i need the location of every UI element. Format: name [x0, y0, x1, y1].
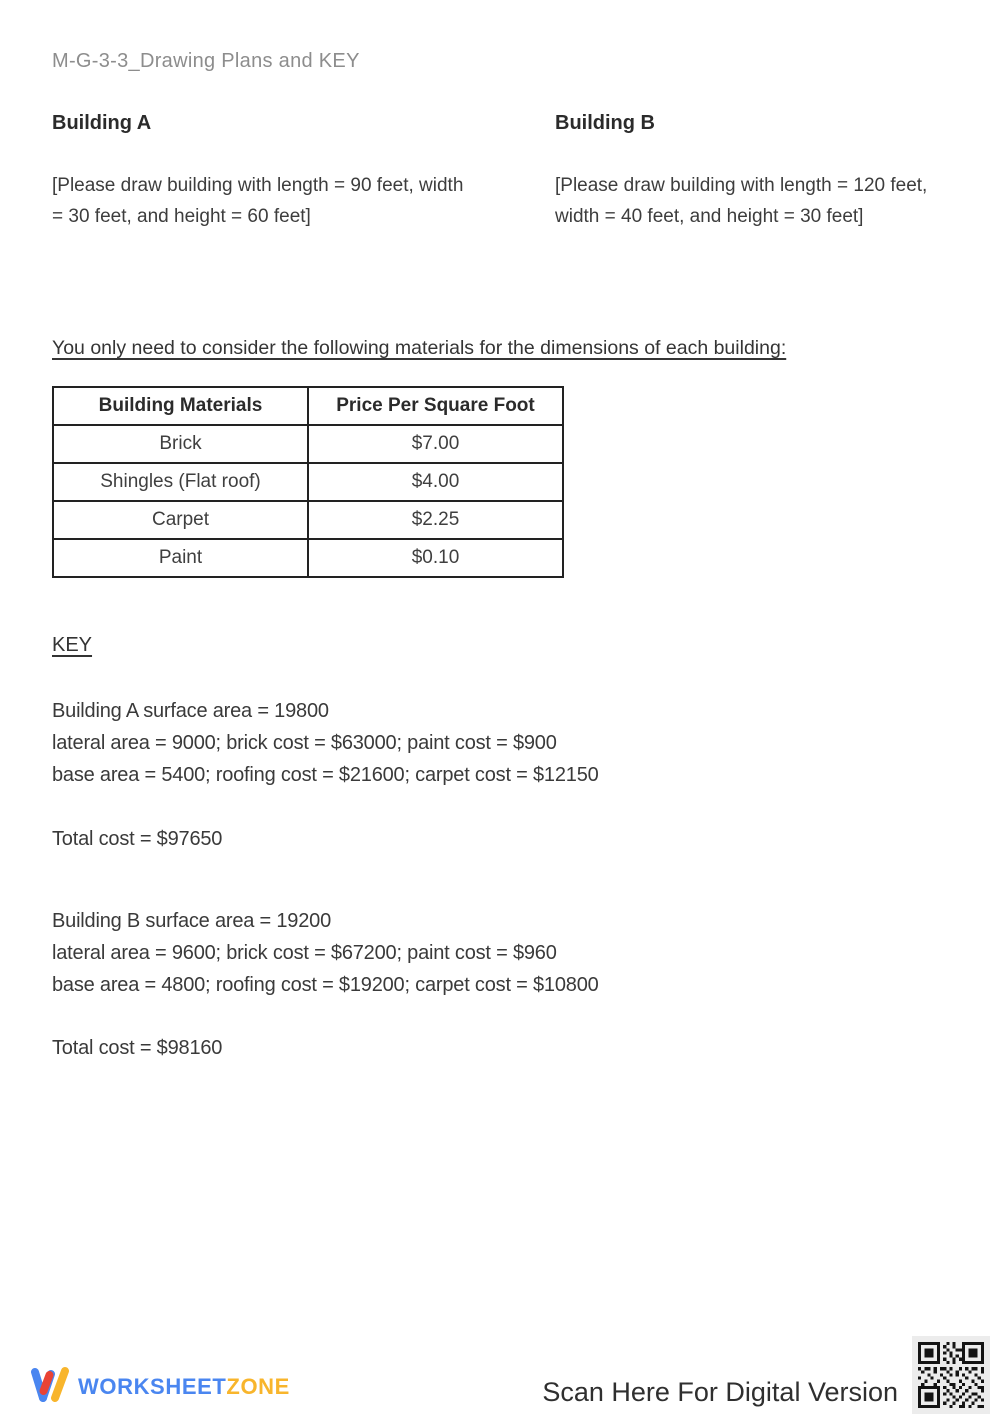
worksheet-zone-brand [28, 1362, 290, 1411]
brand-worksheet-text: WORKSHEET [78, 1373, 227, 1399]
building-b-instruction: [Please draw building with length = 120 feet, width = 40 feet, and height = 30 feet] [555, 175, 928, 227]
material-price: $4.00 [308, 463, 563, 501]
building-a-total-cost: Total cost = $97650 [52, 828, 223, 850]
table-header-row [53, 387, 563, 425]
key-heading: KEY [52, 634, 93, 656]
building-a-instruction: [Please draw building with length = 90 feet, width = 30 feet, and height = 60 feet] [52, 175, 464, 227]
material-price: $7.00 [308, 425, 563, 463]
building-b-section [555, 112, 948, 232]
material-name: Paint [53, 539, 308, 577]
table-row [53, 539, 563, 577]
document-title: M-G-3-3_Drawing Plans and KEY [52, 50, 360, 72]
building-b-base-costs: base area = 4800; roofing cost = $19200; carpet cost = $10800 [52, 974, 599, 996]
table-row [53, 501, 563, 539]
material-name: Carpet [53, 501, 308, 539]
column-header-materials: Building Materials [53, 387, 308, 425]
page-footer [28, 1336, 990, 1414]
materials-note: You only need to consider the following materials for the dimensions of each building: [52, 337, 787, 359]
key-building-a [52, 695, 948, 791]
building-a-base-costs: base area = 5400; roofing cost = $21600; carpet cost = $12150 [52, 764, 599, 786]
building-a-heading: Building A [52, 112, 152, 134]
building-a-section [52, 112, 555, 232]
material-name: Brick [53, 425, 308, 463]
column-header-price: Price Per Square Foot [308, 387, 563, 425]
building-b-surface-area: Building B surface area = 19200 [52, 910, 331, 932]
qr-code-icon [912, 1336, 990, 1414]
table-row [53, 425, 563, 463]
building-a-surface-area: Building A surface area = 19800 [52, 700, 329, 722]
brand-zone-text: ZONE [226, 1373, 290, 1399]
building-b-total-cost: Total cost = $98160 [52, 1037, 223, 1059]
building-b-lateral-costs: lateral area = 9600; brick cost = $67200; paint cost = $960 [52, 942, 557, 964]
building-b-heading: Building B [555, 112, 655, 134]
building-columns [52, 112, 948, 232]
brand-wordmark [78, 1374, 290, 1400]
key-building-b [52, 905, 948, 1001]
material-price: $0.10 [308, 539, 563, 577]
scan-digital-version [542, 1336, 990, 1414]
scan-here-label: Scan Here For Digital Version [542, 1377, 898, 1407]
worksheet-zone-logo-icon [28, 1362, 70, 1411]
material-price: $2.25 [308, 501, 563, 539]
building-a-lateral-costs: lateral area = 9000; brick cost = $63000; paint cost = $900 [52, 732, 557, 754]
material-name: Shingles (Flat roof) [53, 463, 308, 501]
table-row [53, 463, 563, 501]
materials-price-table [52, 386, 564, 578]
